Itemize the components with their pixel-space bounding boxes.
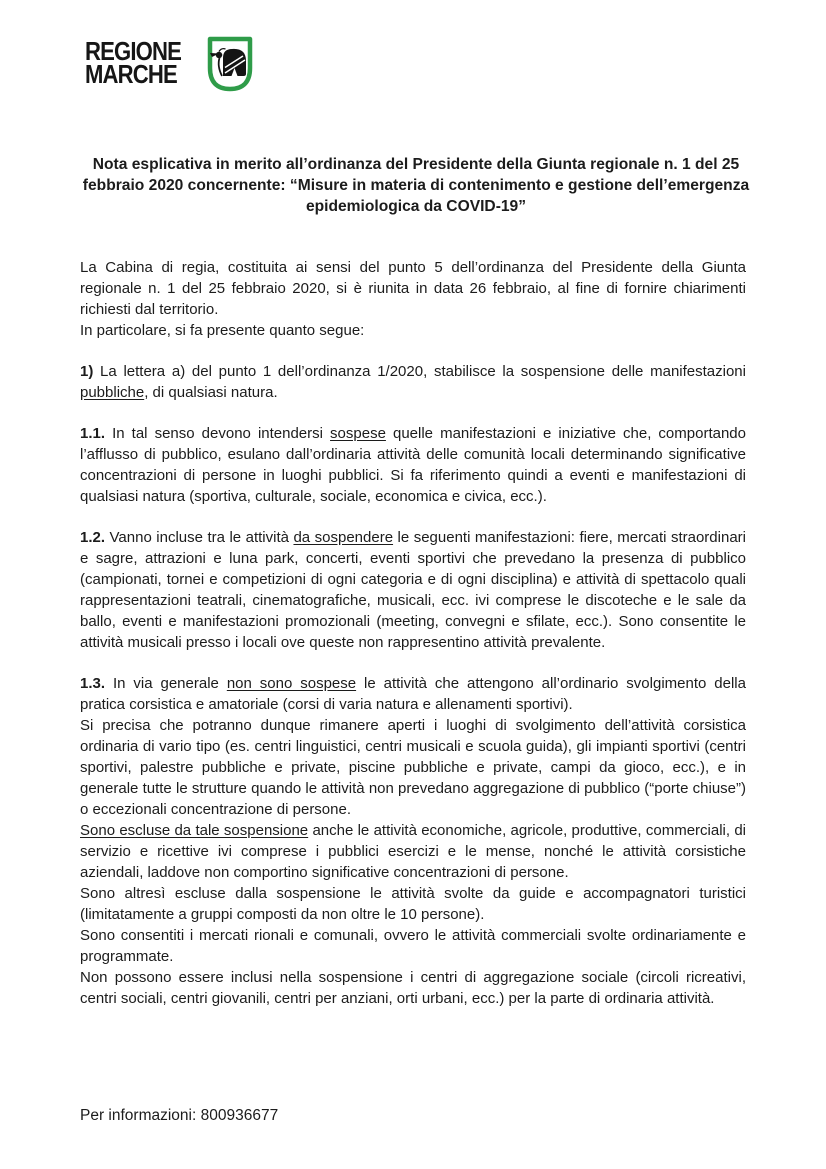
text-run: pubbliche [80, 384, 145, 401]
text-run: le seguenti manifestazioni: fiere, mercati straordinari e sagre, attrazioni e luna park, concerti, eventi sportivi che prevedano la presenza di pubblico (campionati, tornei e competizioni di ogni categoria e di ogni disciplina) e attività di spettacolo quali rappresentazioni teatrali, cinematografiche, musicali, ecc. ivi comprese le discoteche e le sale da ballo, eventi e manifestazioni promozionali (meeting, convegni e sfilate, ecc.). Sono consentite le attività musicali presso i locali ove queste non rappresentino attività prevalente. [80, 529, 746, 651]
marche-shield-icon [205, 36, 255, 92]
text-run: sospese [330, 425, 386, 442]
document-content [80, 0, 750, 1009]
paragraph-attivita-escluse [80, 820, 746, 883]
text-run: Non possono essere inclusi nella sospensione i centri di aggregazione sociale (circoli ricreativi, centri sociali, centri giovanili, centri per anziani, orti urbani, ecc.) per la parte di ordinaria attività. [80, 969, 746, 1007]
text-run: le attività che attengono all’ordinario svolgimento della pratica corsistica e amatoriale (corsi di varia natura e allenamenti sportivi). [80, 675, 746, 713]
text-run: Vanno incluse tra le attività [105, 529, 294, 546]
paragraph-section-1-3-intro [80, 673, 746, 715]
text-run: non sono sospese [226, 675, 357, 692]
document-title: Nota esplicativa in merito all’ordinanza del Presidente della Giunta regionale n. 1 del 25 febbraio 2020 concernente: “Misure in materia di contenimento e gestione dell’emergenza epidemiologica da COVID-19” [82, 156, 750, 215]
paragraph-guide-turistiche [80, 883, 746, 925]
text-run: Sono escluse da tale sospensione [80, 822, 309, 839]
paragraph-block-section-1-3 [80, 673, 746, 1009]
text-run: In particolare, si fa presente quanto segue: [80, 322, 365, 339]
logo-word-marche: MARCHE [85, 58, 177, 89]
text-run: anche le attività economiche, agricole, produttive, commerciali, di servizio e ricettive ivi comprese i pubblici esercizi e le mense, nonché le attività corsistiche aziendali, laddove non comportino significative concentrazioni di persone. [80, 822, 746, 881]
text-run: quelle manifestazioni e iniziative che, comportando l’afflusso di pubblico, esulano dall’ordinaria attività delle comunità locali determinando significative concentrazioni di persone in luoghi pubblici. Si fa riferimento quindi a eventi e manifestazioni di qualsiasi natura (sportiva, culturale, sociale, economica e civica, ecc.). [80, 425, 746, 505]
paragraph-in-particolare [80, 320, 746, 341]
text-run: La lettera a) del punto 1 dell’ordinanza 1/2020, stabilisce la sospensione delle manifestazioni [93, 363, 746, 380]
paragraph-block-intro [80, 257, 746, 341]
text-run: Sono consentiti i mercati rionali e comunali, ovvero le attività commerciali svolte ordinariamente e programmate. [80, 927, 746, 965]
text-run: 1.3. [80, 675, 106, 692]
footer-info-phone: Per informazioni: 800936677 [80, 1107, 279, 1124]
paragraph-block-point-1 [80, 361, 746, 403]
text-run: 1) [80, 363, 94, 380]
paragraph-section-1-2 [80, 527, 746, 653]
paragraph-section-1-1 [80, 423, 746, 507]
paragraph-luoghi-aperti [80, 715, 746, 820]
logo-wordmark [85, 36, 181, 89]
text-run: La Cabina di regia, costituita ai sensi del punto 5 dell’ordinanza del Presidente della Giunta regionale n. 1 del 25 febbraio 2020, si è riunita in data 26 febbraio, al fine di fornire chiarimenti richiesti dal territorio. [80, 259, 746, 318]
text-run: 1.1. [80, 425, 106, 442]
text-run: In via generale [105, 675, 227, 692]
paragraph-block-section-1-1 [80, 423, 746, 507]
text-run: , di qualsiasi natura. [144, 384, 278, 401]
text-run: In tal senso devono intendersi [105, 425, 331, 442]
regione-marche-logo [85, 36, 746, 96]
text-run: da sospendere [293, 529, 394, 546]
paragraph-mercati-rionali [80, 925, 746, 967]
paragraph-cabina-di-regia [80, 257, 746, 320]
text-run: Sono altresì escluse dalla sospensione le attività svolte da guide e accompagnatori turistici (limitatamente a gruppi composti da non oltre le 10 persone). [80, 885, 746, 923]
paragraph-block-section-1-2 [80, 527, 746, 653]
text-run: 1.2. [80, 529, 106, 546]
logo-word-regione: REGIONE [85, 36, 181, 66]
text-run: Si precisa che potranno dunque rimanere aperti i luoghi di svolgimento dell’attività corsistica ordinaria di vario tipo (es. centri linguistici, centri musicali e scuola guida), gli impianti sportivi (centri sportivi, palestre pubbliche e private, piscine pubbliche e private, campi da gioco, ecc.), e in generale tutte le strutture quando le attività non prevedano aggregazione di pubblico (“porte chiuse”) o eccezionali concentrazione di persone. [80, 717, 746, 818]
document-body [80, 257, 746, 1009]
paragraph-point-1 [80, 361, 746, 403]
paragraph-centri-aggregazione [80, 967, 746, 1009]
